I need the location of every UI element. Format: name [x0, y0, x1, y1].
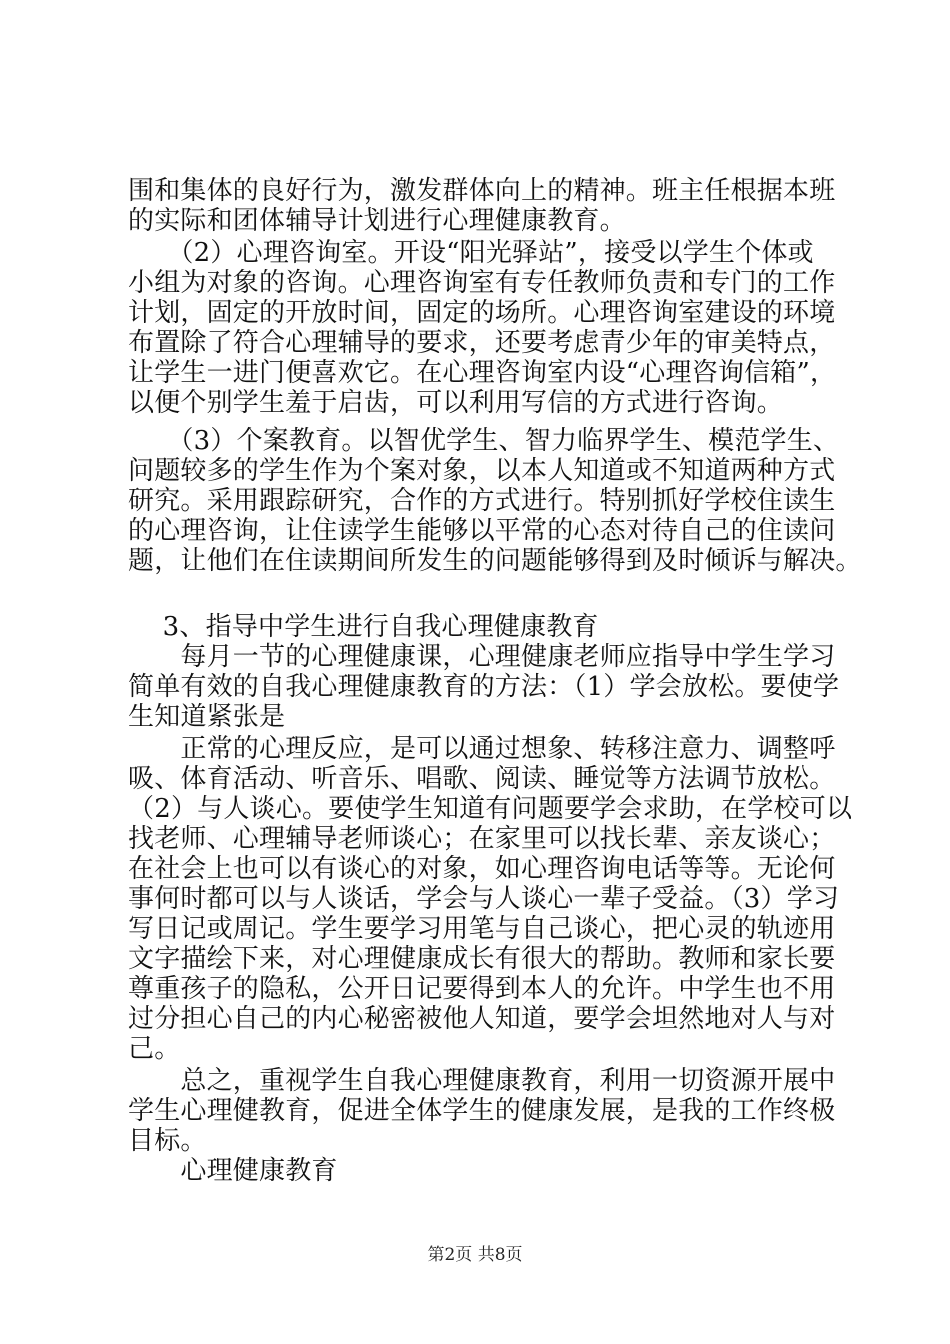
text-line: 题，让他们在住读期间所发生的问题能够得到及时倾诉与解决。	[128, 546, 862, 576]
trailing-title	[128, 1156, 840, 1186]
text-line: 以便个别学生羞于启齿，可以利用写信的方式进行咨询。	[128, 388, 784, 418]
paragraph-case-education	[128, 426, 862, 576]
text-line: 吸、体育活动、听音乐、唱歌、阅读、睡觉等方法调节放松。	[128, 764, 836, 794]
text-line: 事何时都可以与人谈话，学会与人谈心一辈子受益。（3）学习	[128, 884, 840, 914]
paragraph-counseling-room	[128, 238, 840, 418]
text-line: 布置除了符合心理辅导的要求，还要考虑青少年的审美特点，	[128, 328, 836, 358]
text-line: 尊重孩子的隐私，公开日记要得到本人的允许。中学生也不用	[128, 974, 836, 1004]
text-line: 研究。采用跟踪研究，合作的方式进行。特别抓好学校住读生	[128, 486, 836, 516]
text-line: 己。	[128, 1034, 181, 1064]
paragraph-self-education	[128, 642, 840, 732]
page-footer	[0, 1244, 950, 1266]
paragraph-class-activities	[128, 176, 840, 236]
text-line: 的实际和团体辅导计划进行心理健康教育。	[128, 206, 626, 236]
text-line: 问题较多的学生作为个案对象，以本人知道或不知道两种方式	[128, 456, 836, 486]
text-line: 心理健康教育	[128, 1156, 338, 1186]
paragraph-normal-reaction	[128, 734, 853, 1064]
text-line: 计划，固定的开放时间，固定的场所。心理咨询室建设的环境	[128, 298, 836, 328]
heading-line: 3、指导中学生进行自我心理健康教育	[128, 612, 599, 642]
text-line: 每月一节的心理健康课，心理健康老师应指导中学生学习	[128, 642, 836, 672]
text-line: 让学生一进门便喜欢它。在心理咨询室内设“心理咨询信箱”，	[128, 358, 837, 388]
text-line: 在社会上也可以有谈心的对象，如心理咨询电话等等。无论何	[128, 854, 836, 884]
text-line: 小组为对象的咨询。心理咨询室有专任教师负责和专门的工作	[128, 268, 836, 298]
paragraph-conclusion	[128, 1066, 840, 1156]
text-line: 目标。	[128, 1126, 207, 1156]
text-line: 写日记或周记。学生要学习用笔与自己谈心，把心灵的轨迹用	[128, 914, 836, 944]
text-line: （2）与人谈心。要使学生知道有问题要学会求助，在学校可以	[128, 794, 853, 824]
text-line: 文字描绘下来，对心理健康成长有很大的帮助。教师和家长要	[128, 944, 836, 974]
text-line: 过分担心自己的内心秘密被他人知道，要学会坦然地对人与对	[128, 1004, 836, 1034]
text-line: 学生心理健教育，促进全体学生的健康发展，是我的工作终极	[128, 1096, 836, 1126]
text-line: 简单有效的自我心理健康教育的方法：（1）学会放松。要使学	[128, 672, 840, 702]
text-line: （3）个案教育。以智优学生、智力临界学生、模范学生、	[128, 426, 840, 456]
text-line: 总之，重视学生自我心理健康教育，利用一切资源开展中	[128, 1066, 836, 1096]
text-line: 正常的心理反应，是可以通过想象、转移注意力、调整呼	[128, 734, 836, 764]
section-heading-3	[128, 612, 840, 642]
text-line: 找老师、心理辅导老师谈心；在家里可以找长辈、亲友谈心；	[128, 824, 836, 854]
text-line: 生知道紧张是	[128, 702, 286, 732]
text-line: （2）心理咨询室。开设“阳光驿站”，接受以学生个体或	[128, 238, 814, 268]
text-line: 围和集体的良好行为，激发群体向上的精神。班主任根据本班	[128, 176, 836, 206]
text-line: 的心理咨询，让住读学生能够以平常的心态对待自己的住读问	[128, 516, 836, 546]
page-number-label: 第2页 共8页	[427, 1245, 523, 1265]
